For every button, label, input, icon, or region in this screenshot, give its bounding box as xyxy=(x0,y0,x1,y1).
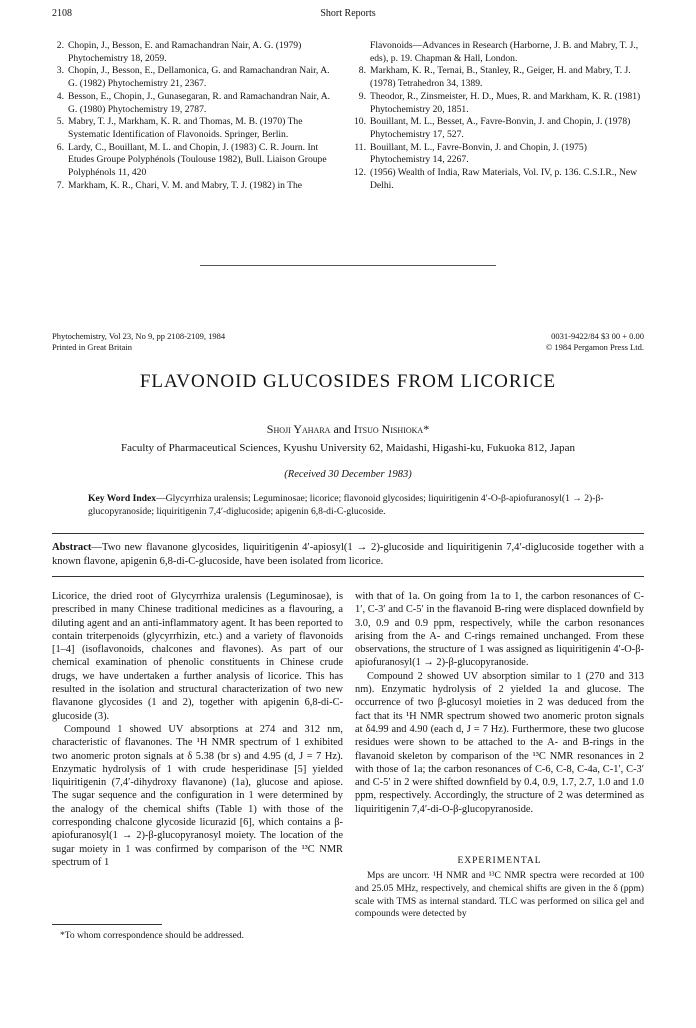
abstract-rule-bottom xyxy=(52,576,644,577)
reference-item xyxy=(354,40,644,65)
reference-text: Chopin, J., Besson, E. and Ramachandran Nair, A. G. (1979) Phytochemistry 18, 2059. xyxy=(68,40,302,64)
abstract-text: —Two new flavanone glycosides, liquiritigenin 4′-apiosyl(1 → 2)-glucoside and liquiritigenin 7,4′-diglucoside together with a known flavone, apigenin 6,8-di-C-glucoside, have been isolated from licorice. xyxy=(52,542,644,567)
journal-line: Phytochemistry, Vol 23, No 9, pp 2108-2109, 1984 xyxy=(52,331,226,341)
reference-item xyxy=(354,65,644,90)
journal-citation xyxy=(52,331,225,353)
issn-line: 0031-9422/84 $3 00 + 0.00 xyxy=(551,331,644,341)
reference-item xyxy=(52,142,339,180)
author-conjunction: and xyxy=(333,422,351,436)
reference-item xyxy=(52,91,339,116)
reference-text: Markham, K. R., Ternai, B., Stanley, R., Geiger, H. and Mabry, T. J. (1978) Tetrahedron 34, 1389. xyxy=(370,65,631,90)
author-name: Shoji Yahara xyxy=(266,422,331,436)
keyword-text: —Glycyrrhiza uralensis; Leguminosae; licorice; flavonoid glycosides; liquiritigenin 4′-O-β-apiofuranosyl(1 → 2)-β-glucopyranoside; liquiritigenin 7,4′-diglucoside; apigenin 6,8-di-C-glucoside. xyxy=(88,493,604,517)
reference-text: Bouillant, M. L., Favre-Bonvin, J. and Chopin, J. (1975) Phytochemistry 14, 2267. xyxy=(370,141,587,166)
article-title: FLAVONOID GLUCOSIDES FROM LICORICE xyxy=(139,371,557,392)
reference-number: 6. xyxy=(56,141,64,153)
reference-text: (1956) Wealth of India, Raw Materials, Vol. IV, p. 136. C.S.I.R., New Delhi. xyxy=(370,167,638,191)
reference-item xyxy=(52,116,339,141)
reference-text: Flavonoids—Advances in Research (Harborne, J. B. and Mabry, T. J., eds), p. 19. Chapman & Hall, London. xyxy=(370,40,639,64)
correspondence-mark: * xyxy=(423,422,430,436)
reference-number: 4. xyxy=(56,90,64,102)
reference-number: 3. xyxy=(56,65,64,77)
footnote: *To whom correspondence should be addressed. xyxy=(60,931,245,941)
issn-block xyxy=(404,331,644,353)
reference-number: 8. xyxy=(358,65,366,77)
received-date: (Received 30 December 1983) xyxy=(284,469,412,480)
references-left-column xyxy=(52,40,339,192)
printed-in-line: Printed in Great Britain xyxy=(52,342,133,352)
reference-text: Theodor, R., Zinsmeister, H. D., Mues, R. and Markham, K. R. (1981) Phytochemistry 20, 1851. xyxy=(370,90,641,115)
body-paragraph: Compound 1 showed UV absorptions at 274 and 312 nm, characteristic of flavanones. The ¹H NMR spectrum of 1 exhibited two anomeric proton signals at δ 5.38 (br s) and 4.95 (d, J = 7 Hz). Enzymatic hydrolysis of 1 with crude hesperidinase [5] yielded liquiritigenin (7,4′-dihydroxy flavanone) (1a), glucose and apiose. The sugar sequence and the configuration in 1 were determined by the analogy of the chemical shifts (Table 1) with those of the corresponding chalcone glycoside licurazid [6], which contains a β-apiofuranosyl(1 → 2)-β-glucopyranosyl moiety. The location of the sugar moiety in 1 was confirmed by comparison of the ¹³C NMR spectrum of 1 xyxy=(52,723,343,868)
reference-number: 10. xyxy=(354,116,366,128)
reference-text: Markham, K. R., Chari, V. M. and Mabry, T. J. (1982) in The xyxy=(68,179,303,191)
reference-item xyxy=(52,65,339,90)
abstract-rule-top xyxy=(52,533,644,534)
reference-item xyxy=(354,167,644,192)
abstract xyxy=(52,541,644,568)
reference-text: Mabry, T. J., Markham, K. R. and Thomas, M. B. (1970) The Systematic Identification of Flavonoids. Springer, Berlin. xyxy=(68,116,303,140)
footnote-rule xyxy=(52,924,162,925)
reference-number: 12. xyxy=(354,167,366,179)
article-authors xyxy=(52,422,644,437)
reference-item xyxy=(354,91,644,116)
body-paragraph: Compound 2 showed UV absorption similar to 1 (270 and 313 nm). Enzymatic hydrolysis of 2 yielded 1a and glucose. The occurrence of two β-glucosyl moieties in 2 was deduced from the fact that its ¹H NMR spectrum showed two anomeric proton signals at δ4.99 and 4.90 (each d, J = 7 Hz). Furthermore, these two glucose residues were shown to be attached to the A- and B-rings in the flavanoid skeleton by comparison of the ¹³C NMR resonances in 2 with those of 1a; the carbon resonances of C-6, C-8, C-4a, C-1′, C-3′ and C-5′ in 2 were shifted downfield by 0.4, 0.9, 1.7, 2.7, 1.0 and 1.0 ppm, respectively. Accordingly, the structure of 2 was determined as liquiritigenin 7,4′-di-O-β-glucopyranoside. xyxy=(355,670,644,815)
section-title: Short Reports xyxy=(320,8,376,19)
reference-text: Besson, E., Chopin, J., Gunasegaran, R. and Ramachandran Nair, A. G. (1980) Phytochemistry 19, 2787. xyxy=(68,90,331,115)
reference-number: 9. xyxy=(358,90,366,102)
reference-text: Lardy, C., Bouillant, M. L. and Chopin, J. (1983) C. R. Journ. Int Etudes Groupe Polyphénols (Toulouse 1982), Bull. Liaison Groupe Polyphénols 11, 420 xyxy=(68,141,327,179)
abstract-label: Abstract xyxy=(52,542,92,553)
reference-number: 5. xyxy=(56,116,64,128)
keyword-index xyxy=(88,493,608,518)
reference-text: Bouillant, M. L., Besset, A., Favre-Bonvin, J. and Chopin, J. (1978) Phytochemistry 17, 527. xyxy=(370,116,631,140)
reference-text: Chopin, J., Besson, E., Dellamonica, G. and Ramachandran Nair, A. G. (1982) Phytochemistry 21, 2367. xyxy=(68,65,330,90)
experimental-paragraph: Mps are uncorr. ¹H NMR and ¹³C NMR spectra were recorded at 100 and 25.05 MHz, respectively, and chemical shifts are given in the δ (ppm) scale with TMS as internal standard. TLC was performed on silica gel and compounds were detected by xyxy=(355,870,644,920)
references-right-column xyxy=(354,40,644,192)
affiliation: Faculty of Pharmaceutical Sciences, Kyushu University 62, Maidashi, Higashi-ku, Fukuoka 812, Japan xyxy=(121,442,575,454)
reference-item xyxy=(354,116,644,141)
body-right-column xyxy=(355,590,644,816)
reference-item xyxy=(52,180,339,193)
reference-number: 11. xyxy=(354,141,366,153)
body-left-column xyxy=(52,590,343,869)
body-paragraph: with that of 1a. On going from 1a to 1, the carbon resonances of C-1′, C-3′ and C-5′ in the flavanoid B-ring were displaced downfield by 3.0, 0.9 and 0.9 ppm, respectively, while the carbon resonances arising from the A- and C-rings remained unchanged. From these observations, the structure of 1 was assigned as liquiritigenin 4′-O-β-apiofuranosyl(1 → 2)-β-glucopyranoside. xyxy=(355,591,644,669)
experimental-section xyxy=(355,870,644,921)
page-number: 2108 xyxy=(52,8,72,19)
keyword-label: Key Word Index xyxy=(88,493,157,504)
reference-item xyxy=(52,40,339,65)
body-paragraph: Licorice, the dried root of Glycyrrhiza uralensis (Leguminosae), is prescribed in many Chinese traditional medicines as a flavouring, a diluting agent and an anti-inflammatory agent. It has been reported to contain triterpenoids (glycyrrhizin, etc.) and a variety of flavonoids [1–4] (isoflavonoids, chalcones and flavones). As part of our chemical examination of phenolic constituents in Chinese crude drugs, we have undertaken a further analysis of licorice. This has resulted in the isolation and structural characterization of two new flavanone glycosides (1 and 2), together with apigenin 6,8-di-C-glucoside (3). xyxy=(52,591,343,722)
copyright-line: © 1984 Pergamon Press Ltd. xyxy=(545,342,644,352)
author-name: Itsuo Nishioka xyxy=(353,422,424,436)
reference-number: 7. xyxy=(56,179,64,191)
reference-item xyxy=(354,142,644,167)
reference-number: 2. xyxy=(56,40,64,51)
experimental-heading: EXPERIMENTAL xyxy=(457,856,542,866)
section-divider xyxy=(200,265,496,266)
